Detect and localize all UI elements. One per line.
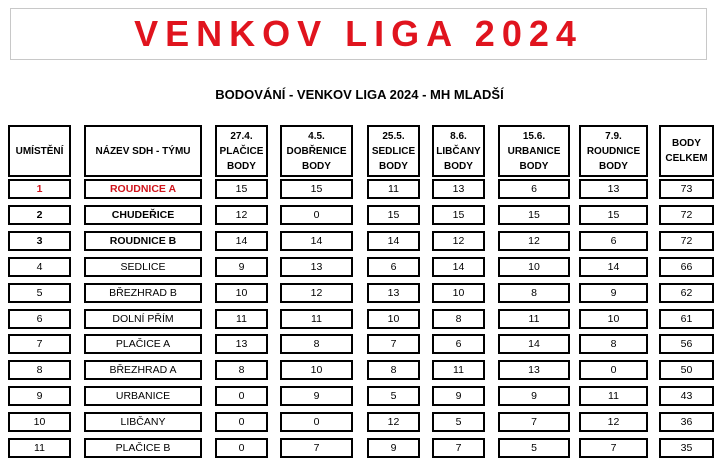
- row-6-rank-cell: 6: [8, 309, 71, 329]
- row-7-urbanice-cell: 14: [498, 334, 570, 354]
- row-6-roudnice-cell: 10: [579, 309, 648, 329]
- row-5-urbanice-cell: 8: [498, 283, 570, 303]
- row-8-libcany-cell: 11: [432, 360, 485, 380]
- header-roudnice: 7.9. ROUDNICE BODY: [579, 125, 648, 177]
- table-subtitle: BODOVÁNÍ - VENKOV LIGA 2024 - MH MLADŠÍ: [215, 87, 504, 102]
- row-4-total-cell: 66: [659, 257, 714, 277]
- row-3-total-cell: 72: [659, 231, 714, 251]
- row-3-roudnice-cell: 6: [579, 231, 648, 251]
- row-5-team-cell: BŘEZHRAD B: [84, 283, 202, 303]
- row-4-libcany-cell: 14: [432, 257, 485, 277]
- row-8-roudnice-cell: 0: [579, 360, 648, 380]
- row-2-urbanice-cell: 15: [498, 205, 570, 225]
- row-7-platice-cell: 13: [215, 334, 268, 354]
- row-3-team-cell: ROUDNICE B: [84, 231, 202, 251]
- row-6-libcany-cell: 8: [432, 309, 485, 329]
- row-6-platice-cell: 11: [215, 309, 268, 329]
- row-9-team-cell: URBANICE: [84, 386, 202, 406]
- row-10-libcany-cell: 5: [432, 412, 485, 432]
- row-3-libcany-cell: 12: [432, 231, 485, 251]
- row-2-libcany-cell: 15: [432, 205, 485, 225]
- row-9-roudnice-cell: 11: [579, 386, 648, 406]
- row-7-libcany-cell: 6: [432, 334, 485, 354]
- row-3-urbanice-cell: 12: [498, 231, 570, 251]
- row-5-total-cell: 62: [659, 283, 714, 303]
- row-11-dobrenice-cell: 7: [280, 438, 353, 458]
- row-10-platice-cell: 0: [215, 412, 268, 432]
- row-4-dobrenice-cell: 13: [280, 257, 353, 277]
- row-2-dobrenice-cell: 0: [280, 205, 353, 225]
- header-platice: 27.4. PLAČICE BODY: [215, 125, 268, 177]
- header-sedlice: 25.5. SEDLICE BODY: [367, 125, 420, 177]
- row-11-total-cell: 35: [659, 438, 714, 458]
- row-10-urbanice-cell: 7: [498, 412, 570, 432]
- row-8-rank-cell: 8: [8, 360, 71, 380]
- row-10-rank-cell: 10: [8, 412, 71, 432]
- header-dobrenice: 4.5. DOBŘENICE BODY: [280, 125, 353, 177]
- row-4-sedlice-cell: 6: [367, 257, 420, 277]
- row-1-dobrenice-cell: 15: [280, 179, 353, 199]
- row-1-roudnice-cell: 13: [579, 179, 648, 199]
- row-5-dobrenice-cell: 12: [280, 283, 353, 303]
- row-1-total-cell: 73: [659, 179, 714, 199]
- row-4-team-cell: SEDLICE: [84, 257, 202, 277]
- row-1-rank-cell: 1: [8, 179, 71, 199]
- row-7-roudnice-cell: 8: [579, 334, 648, 354]
- row-7-dobrenice-cell: 8: [280, 334, 353, 354]
- row-9-total-cell: 43: [659, 386, 714, 406]
- row-9-sedlice-cell: 5: [367, 386, 420, 406]
- header-total: BODY CELKEM: [659, 125, 714, 177]
- row-6-team-cell: DOLNÍ PŘÍM: [84, 309, 202, 329]
- row-7-team-cell: PLAČICE A: [84, 334, 202, 354]
- row-2-total-cell: 72: [659, 205, 714, 225]
- row-4-rank-cell: 4: [8, 257, 71, 277]
- header-urbanice: 15.6. URBANICE BODY: [498, 125, 570, 177]
- row-9-platice-cell: 0: [215, 386, 268, 406]
- row-5-rank-cell: 5: [8, 283, 71, 303]
- row-3-sedlice-cell: 14: [367, 231, 420, 251]
- row-4-urbanice-cell: 10: [498, 257, 570, 277]
- row-9-libcany-cell: 9: [432, 386, 485, 406]
- row-6-urbanice-cell: 11: [498, 309, 570, 329]
- row-2-platice-cell: 12: [215, 205, 268, 225]
- row-11-roudnice-cell: 7: [579, 438, 648, 458]
- row-10-total-cell: 36: [659, 412, 714, 432]
- row-2-sedlice-cell: 15: [367, 205, 420, 225]
- row-10-team-cell: LIBČANY: [84, 412, 202, 432]
- row-8-total-cell: 50: [659, 360, 714, 380]
- row-8-dobrenice-cell: 10: [280, 360, 353, 380]
- row-1-urbanice-cell: 6: [498, 179, 570, 199]
- header-team: NÁZEV SDH - TÝMU: [84, 125, 202, 177]
- row-2-rank-cell: 2: [8, 205, 71, 225]
- row-1-libcany-cell: 13: [432, 179, 485, 199]
- row-8-urbanice-cell: 13: [498, 360, 570, 380]
- row-5-platice-cell: 10: [215, 283, 268, 303]
- row-9-dobrenice-cell: 9: [280, 386, 353, 406]
- row-7-total-cell: 56: [659, 334, 714, 354]
- row-6-sedlice-cell: 10: [367, 309, 420, 329]
- row-6-total-cell: 61: [659, 309, 714, 329]
- row-10-dobrenice-cell: 0: [280, 412, 353, 432]
- banner-title: VENKOV LIGA 2024: [134, 13, 583, 54]
- row-3-platice-cell: 14: [215, 231, 268, 251]
- row-9-urbanice-cell: 9: [498, 386, 570, 406]
- row-4-platice-cell: 9: [215, 257, 268, 277]
- row-11-libcany-cell: 7: [432, 438, 485, 458]
- row-8-sedlice-cell: 8: [367, 360, 420, 380]
- row-3-dobrenice-cell: 14: [280, 231, 353, 251]
- row-1-platice-cell: 15: [215, 179, 268, 199]
- row-10-roudnice-cell: 12: [579, 412, 648, 432]
- row-8-platice-cell: 8: [215, 360, 268, 380]
- row-7-sedlice-cell: 7: [367, 334, 420, 354]
- row-10-sedlice-cell: 12: [367, 412, 420, 432]
- row-6-dobrenice-cell: 11: [280, 309, 353, 329]
- row-1-sedlice-cell: 11: [367, 179, 420, 199]
- row-9-rank-cell: 9: [8, 386, 71, 406]
- row-3-rank-cell: 3: [8, 231, 71, 251]
- row-2-team-cell: CHUDEŘICE: [84, 205, 202, 225]
- row-11-rank-cell: 11: [8, 438, 71, 458]
- row-5-libcany-cell: 10: [432, 283, 485, 303]
- row-4-roudnice-cell: 14: [579, 257, 648, 277]
- row-1-team-cell: ROUDNICE A: [84, 179, 202, 199]
- row-5-sedlice-cell: 13: [367, 283, 420, 303]
- row-5-roudnice-cell: 9: [579, 283, 648, 303]
- row-2-roudnice-cell: 15: [579, 205, 648, 225]
- row-11-team-cell: PLAČICE B: [84, 438, 202, 458]
- row-8-team-cell: BŘEZHRAD A: [84, 360, 202, 380]
- title-banner: [10, 8, 707, 60]
- header-libcany: 8.6. LIBČANY BODY: [432, 125, 485, 177]
- row-11-urbanice-cell: 5: [498, 438, 570, 458]
- row-11-sedlice-cell: 9: [367, 438, 420, 458]
- row-11-platice-cell: 0: [215, 438, 268, 458]
- row-7-rank-cell: 7: [8, 334, 71, 354]
- header-rank: UMÍSTĚNÍ: [8, 125, 71, 177]
